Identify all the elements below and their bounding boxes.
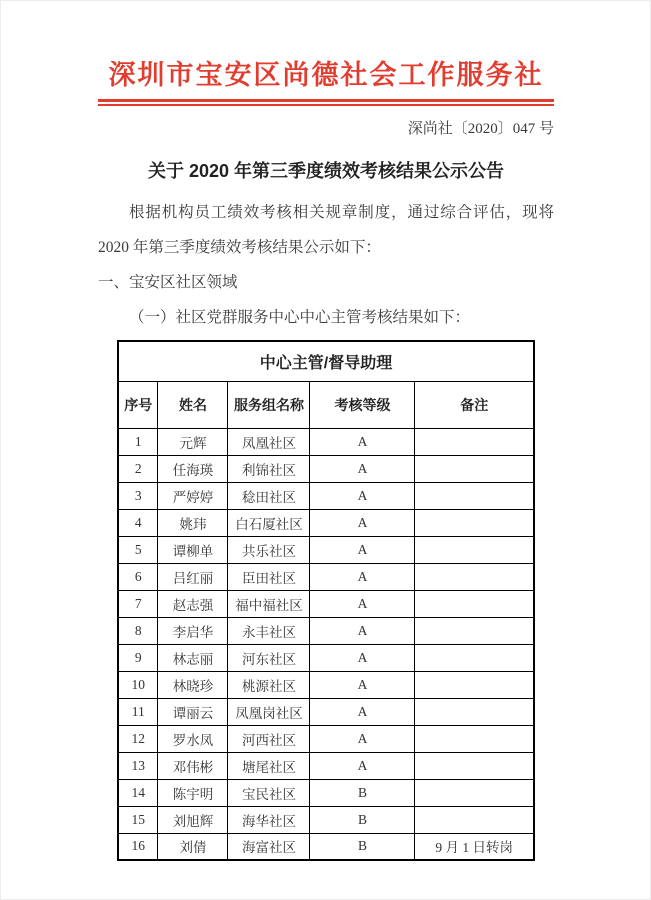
table-cell: 16 <box>118 833 158 860</box>
table-cell: 9 <box>118 644 158 671</box>
column-header: 序号 <box>118 381 158 428</box>
section-1-heading: 一、宝安区社区领域 <box>98 274 238 291</box>
table-cell: B <box>310 833 415 860</box>
table-cell <box>415 482 534 509</box>
table-cell: 福中福社区 <box>228 590 310 617</box>
table-cell: 林志丽 <box>158 644 228 671</box>
table-cell <box>415 590 534 617</box>
table-cell: 姚玮 <box>158 509 228 536</box>
table-cell <box>415 806 534 833</box>
table-cell: 河东社区 <box>228 644 310 671</box>
assessment-table <box>117 340 535 861</box>
table-cell: 河西社区 <box>228 725 310 752</box>
table-cell: 吕红丽 <box>158 563 228 590</box>
table-row <box>118 536 534 563</box>
table-cell <box>415 779 534 806</box>
table-cell: A <box>310 590 415 617</box>
table-cell <box>415 644 534 671</box>
table-cell: 罗水凤 <box>158 725 228 752</box>
table-cell <box>415 563 534 590</box>
table-span-header: 中心主管/督导助理 <box>118 341 534 381</box>
table-cell <box>415 617 534 644</box>
table-cell: A <box>310 455 415 482</box>
announcement-title: 关于 2020 年第三季度绩效考核结果公示公告 <box>147 161 505 181</box>
table-row <box>118 752 534 779</box>
column-header: 服务组名称 <box>228 381 310 428</box>
table-row <box>118 644 534 671</box>
table-cell: B <box>310 806 415 833</box>
table-cell: 林晓珍 <box>158 671 228 698</box>
table-cell: 15 <box>118 806 158 833</box>
table-cell: A <box>310 509 415 536</box>
table-cell: 4 <box>118 509 158 536</box>
table-cell: 塘尾社区 <box>228 752 310 779</box>
table-cell: 李启华 <box>158 617 228 644</box>
table-cell <box>415 428 534 455</box>
table-row <box>118 482 534 509</box>
table-column-header-row <box>118 381 534 428</box>
red-divider-thin <box>98 104 554 106</box>
table-cell: 5 <box>118 536 158 563</box>
table-cell: A <box>310 563 415 590</box>
table-cell: 刘倩 <box>158 833 228 860</box>
table-cell: 12 <box>118 725 158 752</box>
table-cell: 利锦社区 <box>228 455 310 482</box>
table-cell: 6 <box>118 563 158 590</box>
table-cell: 凤凰岗社区 <box>228 698 310 725</box>
table-cell: A <box>310 536 415 563</box>
column-header: 考核等级 <box>310 381 415 428</box>
table-cell <box>415 725 534 752</box>
table-cell: 14 <box>118 779 158 806</box>
table-row <box>118 590 534 617</box>
table-cell: A <box>310 617 415 644</box>
column-header: 姓名 <box>158 381 228 428</box>
table-cell: A <box>310 698 415 725</box>
table-cell: 稔田社区 <box>228 482 310 509</box>
table-cell: 任海瑛 <box>158 455 228 482</box>
table-cell <box>415 536 534 563</box>
doc-number: 深尚社〔2020〕047 号 <box>407 121 554 137</box>
red-divider-thick <box>98 99 554 102</box>
table-cell: 白石厦社区 <box>228 509 310 536</box>
intro-paragraph: 根据机构员工绩效考核相关规章制度，通过综合评估，现将 2020 年第三季度绩效考核结果公示如下： <box>98 204 554 256</box>
table-cell: 赵志强 <box>158 590 228 617</box>
table-cell: B <box>310 779 415 806</box>
table-cell: 9 月 1 日转岗 <box>415 833 534 860</box>
table-cell: 11 <box>118 698 158 725</box>
table-row <box>118 698 534 725</box>
table-span-header-row <box>118 341 534 381</box>
table-cell: 3 <box>118 482 158 509</box>
table-cell: 10 <box>118 671 158 698</box>
table-cell <box>415 671 534 698</box>
table-cell: 邓伟彬 <box>158 752 228 779</box>
table-row <box>118 617 534 644</box>
table-cell: 8 <box>118 617 158 644</box>
table-cell: 臣田社区 <box>228 563 310 590</box>
table-cell <box>415 455 534 482</box>
table-cell: A <box>310 752 415 779</box>
table-row <box>118 671 534 698</box>
table-row <box>118 455 534 482</box>
table-cell: 永丰社区 <box>228 617 310 644</box>
table-cell: 2 <box>118 455 158 482</box>
table-cell: 凤凰社区 <box>228 428 310 455</box>
table-cell: 海华社区 <box>228 806 310 833</box>
table-cell: 元辉 <box>158 428 228 455</box>
table-row <box>118 779 534 806</box>
table-cell <box>415 509 534 536</box>
table-cell: 13 <box>118 752 158 779</box>
table-cell: 桃源社区 <box>228 671 310 698</box>
table-row <box>118 509 534 536</box>
table-cell: 海富社区 <box>228 833 310 860</box>
table-cell: 刘旭辉 <box>158 806 228 833</box>
table-cell: A <box>310 725 415 752</box>
table-cell: A <box>310 671 415 698</box>
table-row <box>118 806 534 833</box>
column-header: 备注 <box>415 381 534 428</box>
table-cell <box>415 752 534 779</box>
table-cell: A <box>310 482 415 509</box>
table-cell: 陈宇明 <box>158 779 228 806</box>
assessment-table-body <box>118 428 534 860</box>
table-cell: 谭柳单 <box>158 536 228 563</box>
table-cell: A <box>310 644 415 671</box>
table-cell: 严婷婷 <box>158 482 228 509</box>
table-cell: 谭丽云 <box>158 698 228 725</box>
table-cell: 1 <box>118 428 158 455</box>
table-cell <box>415 698 534 725</box>
table-cell: 7 <box>118 590 158 617</box>
org-title: 深圳市宝安区尚德社会工作服务社 <box>108 60 544 90</box>
table-cell: 宝民社区 <box>228 779 310 806</box>
table-row <box>118 563 534 590</box>
section-1-1-heading: （一）社区党群服务中心中心主管考核结果如下： <box>129 309 471 326</box>
table-row <box>118 833 534 860</box>
table-cell: 共乐社区 <box>228 536 310 563</box>
table-row <box>118 428 534 455</box>
table-row <box>118 725 534 752</box>
table-cell: A <box>310 428 415 455</box>
